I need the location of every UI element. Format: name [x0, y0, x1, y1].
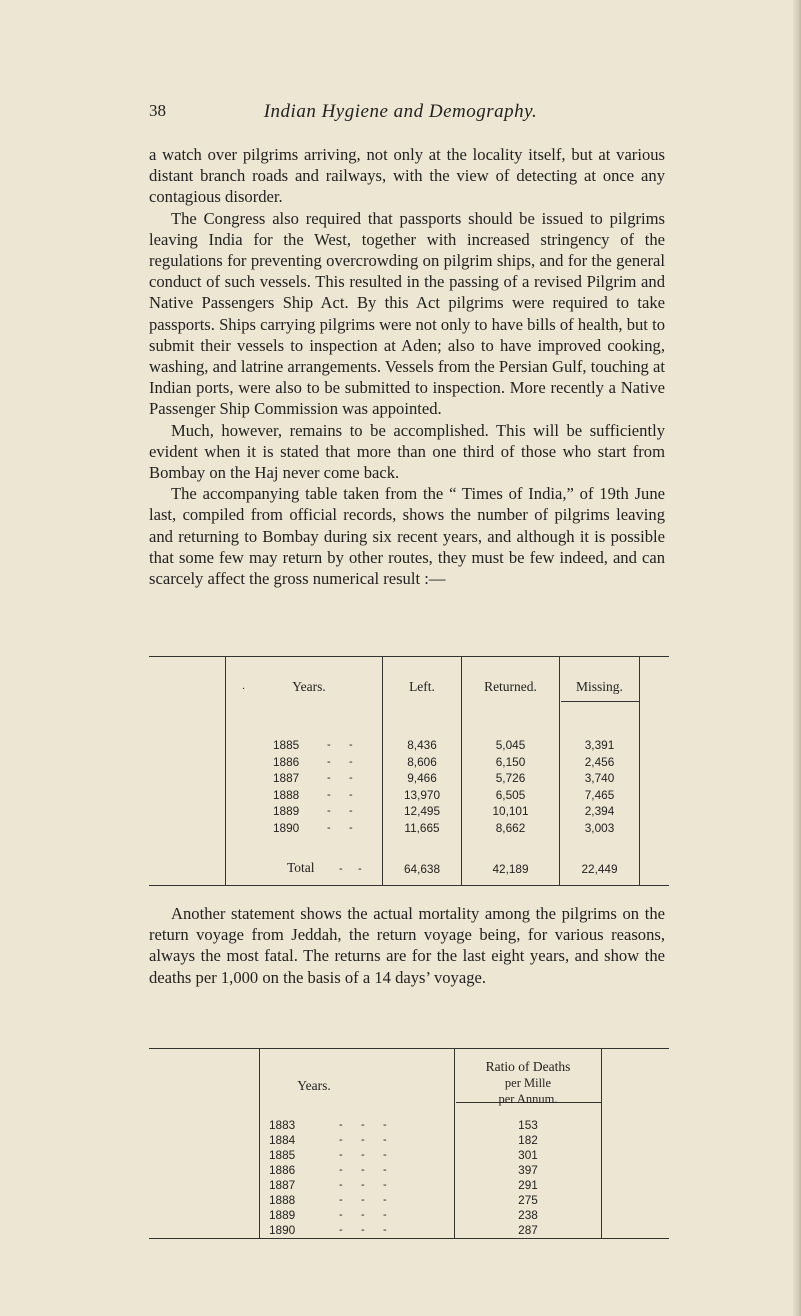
running-title: Indian Hygiene and Demography.: [263, 101, 538, 122]
total-left: 64,638: [403, 862, 441, 876]
header-ratio: Ratio of Deaths per Mille per Annum.: [485, 1059, 571, 1106]
header-returned: Returned.: [484, 679, 537, 694]
header-left: Left.: [409, 679, 435, 694]
page-header: [0, 101, 801, 125]
table-row: 1883 1884 1885 1886 1887 1888 1889 1890: [269, 1118, 296, 1237]
paragraph: Much, however, remains to be accomplished. This will be sufficiently evident when it is stated that more than one third of those who start from Bombay on the Haj never come back.: [149, 420, 665, 483]
header-missing: Missing.: [576, 679, 623, 694]
total-returned: 42,189: [492, 862, 529, 876]
pilgrims-table: Years. Left. Returned. Missing. . 1885 1886 1887 1888 1889 1890 - - - - - - - - - - - - 8,436 8,606 9,466 13,970 12,495 11,665 5,045 6,150 5,726 6,505 10,101 8,662 3,391 2,456 3,740 7,465 2,394 3,003 Total - - 64,638 42,189 22,449: [149, 656, 669, 886]
body-text-2: [149, 903, 665, 988]
body-text: [149, 144, 665, 589]
paragraph: a watch over pilgrims arriving, not only at the locality itself, but at various distant branch roads and railways, with the view of detecting at once any contagious disorder.: [149, 145, 665, 207]
paragraph: The accompanying table taken from the “ Times of India,” of 19th June last, compiled from official records, shows the number of pilgrims leaving and returning to Bombay during six recent years, and although it is possible that some few may return by other routes, they must be few indeed, and can scarcely affect the gross numerical result :—: [149, 484, 665, 589]
paragraph: Another statement shows the actual mortality among the pilgrims on the return voyage from Jeddah, the return voyage being, for various reasons, always the most fatal. The returns are for the last eight years, and show the deaths per 1,000 on the basis of a 14 days’ voyage.: [149, 904, 665, 987]
paragraph: The Congress also required that passports should be issued to pilgrims leaving India for the West, together with increased stringency of the regulations for preventing overcrowding on pilgrim ships, and for the general conduct of such vessels. This resulted in the passing of a revised Pilgrim and Native Passengers Ship Act. By this Act pilgrims were required to take passports. Ships carrying pilgrims were not only to have bills of health, but to submit their vessels to inspection at Aden; also to have improved cooking, washing, and latrine arrangements. Vessels from the Persian Gulf, touching at Indian ports, were also to be submitted to inspection. More recently a Native Passenger Ship Commission was appointed.: [149, 208, 665, 419]
header-years-2: Years.: [297, 1078, 331, 1093]
table-row: 1885 1886 1887 1888 1889 1890: [273, 738, 300, 835]
total-missing: 22,449: [581, 862, 618, 876]
header-years: Years.: [292, 679, 326, 694]
mortality-table: Years. Ratio of Deaths per Mille per Annum. 1883 1884 1885 1886 1887 1888 1889 1890 - - - - - - - - - - - - - - - - - - - - - - - - 153 182 301 397 291 275 238 287: [149, 1048, 669, 1238]
page-number: 38: [149, 101, 166, 120]
page-edge: [793, 0, 801, 1316]
total-label: Total: [287, 860, 315, 875]
